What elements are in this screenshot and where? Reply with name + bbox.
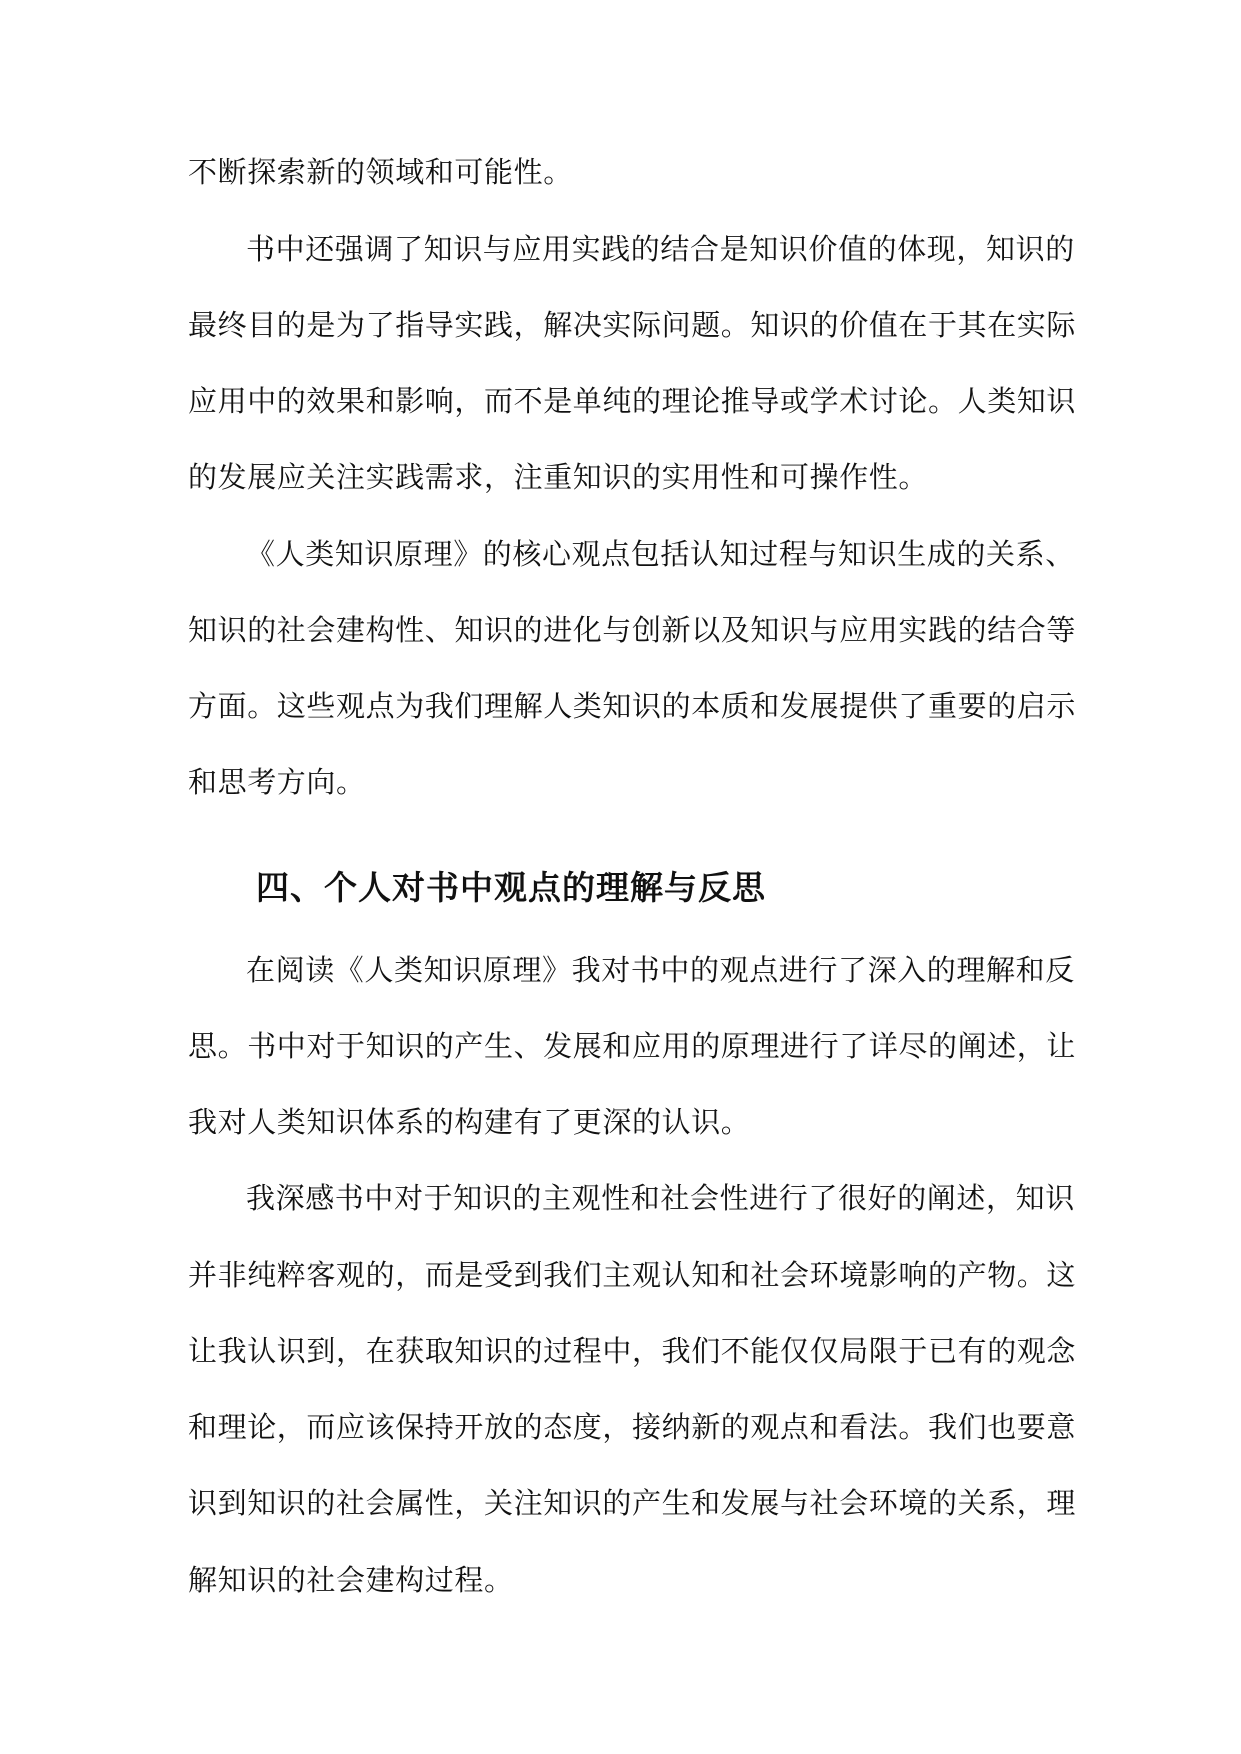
text-line: 识到知识的社会属性，关注知识的产生和发展与社会环境的关系，理 bbox=[188, 1486, 1077, 1520]
text-line: 我深感书中对于知识的主观性和社会性进行了很好的阐述，知识 bbox=[246, 1181, 1075, 1215]
text-line: 知识的社会建构性、知识的进化与创新以及知识与应用实践的结合等 bbox=[188, 613, 1077, 647]
text-line: 应用中的效果和影响，而不是单纯的理论推导或学术讨论。人类知识 bbox=[188, 384, 1077, 418]
text-line: 让我认识到，在获取知识的过程中，我们不能仅仅局限于已有的观念 bbox=[188, 1334, 1077, 1368]
text-line: 思。书中对于知识的产生、发展和应用的原理进行了详尽的阐述，让 bbox=[188, 1029, 1077, 1063]
text-line: 和思考方向。 bbox=[188, 765, 366, 799]
text-line: 解知识的社会建构过程。 bbox=[188, 1563, 514, 1597]
text-line: 我对人类知识体系的构建有了更深的认识。 bbox=[188, 1105, 751, 1139]
section-heading: 四、个人对书中观点的理解与反思 bbox=[256, 868, 766, 907]
text-line: 的发展应关注实践需求，注重知识的实用性和可操作性。 bbox=[188, 460, 929, 494]
text-line: 在阅读《人类知识原理》我对书中的观点进行了深入的理解和反 bbox=[246, 953, 1075, 987]
text-line: 方面。这些观点为我们理解人类知识的本质和发展提供了重要的启示 bbox=[188, 689, 1077, 723]
text-line: 和理论，而应该保持开放的态度，接纳新的观点和看法。我们也要意 bbox=[188, 1410, 1077, 1444]
text-line: 《人类知识原理》的核心观点包括认知过程与知识生成的关系、 bbox=[246, 537, 1075, 571]
text-line: 不断探索新的领域和可能性。 bbox=[188, 155, 573, 189]
text-line: 最终目的是为了指导实践，解决实际问题。知识的价值在于其在实际 bbox=[188, 308, 1077, 342]
text-line: 并非纯粹客观的，而是受到我们主观认知和社会环境影响的产物。这 bbox=[188, 1258, 1077, 1292]
text-line: 书中还强调了知识与应用实践的结合是知识价值的体现，知识的 bbox=[246, 232, 1075, 266]
